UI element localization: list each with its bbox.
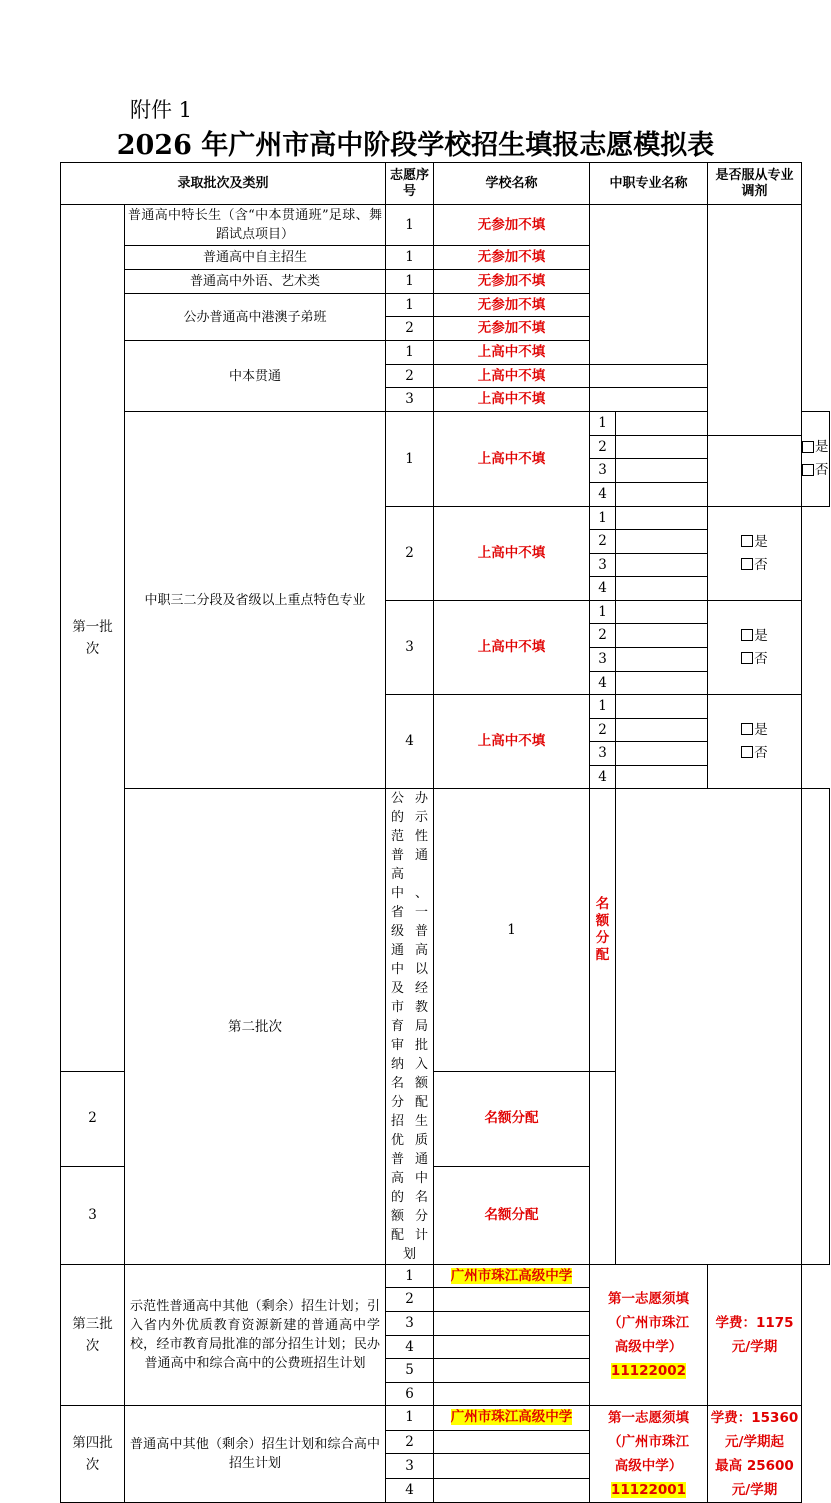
- major-input-cell[interactable]: [616, 577, 708, 601]
- seq-number: 1: [386, 294, 434, 317]
- seq-number: 3: [61, 1166, 125, 1265]
- major-input-cell[interactable]: [616, 648, 708, 672]
- adjust-no-option[interactable]: 否: [708, 554, 801, 577]
- school-name-cell[interactable]: [434, 1406, 590, 1431]
- seq-number: 1: [386, 246, 434, 270]
- seq-number: 1: [386, 412, 434, 507]
- checkbox-icon[interactable]: [741, 629, 753, 641]
- major-input-cell[interactable]: [616, 624, 708, 648]
- batch1-specialty-name: 普通高中特长生（含“中本贯通班”足球、舞蹈试点项目）: [125, 205, 386, 246]
- header-major: 中职专业名称: [590, 163, 708, 205]
- major-input-cell[interactable]: [616, 672, 708, 695]
- batch1-hkmacau-name: 公办普通高中港澳子弟班: [125, 294, 386, 341]
- checkbox-icon[interactable]: [741, 746, 753, 758]
- school-name-cell[interactable]: 上高中不填: [434, 341, 590, 365]
- seq-number: 1: [386, 341, 434, 365]
- major-index: 4: [590, 577, 616, 601]
- major-index: 3: [590, 459, 616, 483]
- header-seq: 志愿序号: [386, 163, 434, 205]
- checkbox-icon[interactable]: [741, 723, 753, 735]
- batch1-label: 第一批次: [61, 205, 125, 1072]
- batch1-foreign-art-name: 普通高中外语、艺术类: [125, 270, 386, 294]
- filled-school-highlight: 广州市珠江高级中学: [450, 1409, 573, 1426]
- school-name-cell[interactable]: 名额分配: [590, 789, 616, 1072]
- major-index: 3: [590, 554, 616, 577]
- major-index: 3: [590, 742, 616, 766]
- major-input-cell[interactable]: [616, 742, 708, 766]
- major-input-cell[interactable]: [616, 459, 708, 483]
- school-name-cell[interactable]: 上高中不填: [434, 507, 590, 601]
- major-index: 4: [590, 672, 616, 695]
- batch1-independent-name: 普通高中自主招生: [125, 246, 386, 270]
- major-index: 4: [590, 483, 616, 507]
- school-name-cell[interactable]: 无参加不填: [434, 205, 590, 246]
- major-index: 2: [590, 624, 616, 648]
- batch4-fee: 学费：15360 元/学期起 最高 25600 元/学期: [708, 1406, 802, 1503]
- adjust-yes-option[interactable]: 是: [802, 436, 829, 459]
- seq-number: 1: [386, 205, 434, 246]
- major-index: 2: [590, 436, 616, 459]
- major-input-cell[interactable]: [590, 365, 708, 388]
- seq-number: 2: [386, 507, 434, 601]
- seq-number: 1: [386, 270, 434, 294]
- batch3-name: 示范性普通高中其他（剩余）招生计划；引入省内外优质教育资源新建的普通高中学校，经市教育局批准的部分招生计划；民办普通高中和综合高中的公费班招生计划: [125, 1265, 386, 1406]
- seq-number: 4: [386, 695, 434, 789]
- school-name-cell[interactable]: 无参加不填: [434, 294, 590, 317]
- seq-number: 2: [386, 1288, 434, 1312]
- school-input-cell[interactable]: [434, 1430, 590, 1454]
- header-category: 录取批次及类别: [61, 163, 386, 205]
- major-input-cell[interactable]: [616, 530, 708, 554]
- seq-number: 1: [386, 1265, 434, 1288]
- seq-number: 1: [386, 1406, 434, 1431]
- batch3-label: 第三批次: [61, 1265, 125, 1406]
- school-name-cell[interactable]: 上高中不填: [434, 412, 590, 507]
- major-index: 1: [590, 507, 616, 530]
- major-input-cell[interactable]: [616, 554, 708, 577]
- major-index: 3: [590, 648, 616, 672]
- major-input-cell[interactable]: [616, 766, 708, 789]
- school-input-cell[interactable]: [434, 1383, 590, 1406]
- seq-number: 3: [386, 601, 434, 695]
- major-blank: [616, 789, 802, 1265]
- seq-number: 3: [386, 1454, 434, 1479]
- batch3-note: 第一志愿须填 （广州市珠江 高级中学） 11122002: [590, 1265, 708, 1406]
- major-index: 1: [590, 695, 616, 719]
- school-name-cell[interactable]: 上高中不填: [434, 365, 590, 388]
- school-name-cell[interactable]: [434, 1265, 590, 1288]
- major-input-cell[interactable]: [616, 507, 708, 530]
- volunteer-form-table: [60, 162, 830, 1503]
- batch1-zhongben-name: 中本贯通: [125, 341, 386, 412]
- seq-number: 2: [386, 365, 434, 388]
- batch1-vocational-name: 中职三二分段及省级以上重点特色专业: [125, 412, 386, 789]
- school-name-cell[interactable]: 上高中不填: [434, 388, 590, 412]
- major-blank: [590, 205, 708, 365]
- major-input-cell[interactable]: [616, 719, 708, 742]
- school-name-cell[interactable]: 无参加不填: [434, 246, 590, 270]
- major-index: 2: [590, 719, 616, 742]
- adjust-blank: [708, 205, 802, 436]
- adjust-checkbox-group: [802, 412, 830, 507]
- school-input-cell[interactable]: [434, 1312, 590, 1336]
- major-input-cell[interactable]: [616, 483, 708, 507]
- seq-number: 2: [61, 1072, 125, 1166]
- adjust-no-option[interactable]: 否: [802, 459, 829, 482]
- seq-number: 2: [386, 317, 434, 341]
- school-code: 11122002: [610, 1363, 687, 1379]
- school-name-cell[interactable]: 上高中不填: [434, 695, 590, 789]
- header-school: 学校名称: [434, 163, 590, 205]
- seq-number: 4: [386, 1336, 434, 1359]
- seq-number: 6: [386, 1383, 434, 1406]
- school-input-cell[interactable]: [434, 1479, 590, 1503]
- batch4-label: 第四批次: [61, 1406, 125, 1503]
- school-name-cell[interactable]: 无参加不填: [434, 270, 590, 294]
- school-name-cell[interactable]: 名额分配: [434, 1166, 590, 1265]
- seq-number: 3: [386, 388, 434, 412]
- adjust-no-option[interactable]: 否: [708, 742, 801, 765]
- checkbox-icon[interactable]: [802, 441, 814, 453]
- major-index: 4: [590, 766, 616, 789]
- adjust-no-option[interactable]: 否: [708, 648, 801, 671]
- school-name-cell[interactable]: 名额分配: [434, 1072, 590, 1166]
- major-index: 1: [590, 412, 616, 436]
- seq-number: 1: [434, 789, 590, 1072]
- batch4-note: 第一志愿须填 （广州市珠江 高级中学） 11122001: [590, 1406, 708, 1503]
- seq-number: 3: [386, 1312, 434, 1336]
- adjust-checkbox-group: [708, 507, 802, 601]
- adjust-checkbox-group: [708, 601, 802, 695]
- school-input-cell[interactable]: [434, 1288, 590, 1312]
- batch4-name: 普通高中其他（剩余）招生计划和综合高中招生计划: [125, 1406, 386, 1503]
- batch2-label: 第二批次: [125, 789, 386, 1265]
- adjust-checkbox-group: [708, 695, 802, 789]
- batch3-fee: 学费：1175 元/学期: [708, 1265, 802, 1406]
- checkbox-icon[interactable]: [741, 652, 753, 664]
- adjust-yes-option[interactable]: 是: [708, 719, 801, 742]
- school-name-cell[interactable]: 无参加不填: [434, 317, 590, 341]
- filled-school-highlight: 广州市珠江高级中学: [450, 1267, 573, 1284]
- school-input-cell[interactable]: [434, 1336, 590, 1359]
- seq-number: 2: [386, 1430, 434, 1454]
- checkbox-icon[interactable]: [741, 535, 753, 547]
- major-index: 1: [590, 601, 616, 624]
- school-input-cell[interactable]: [434, 1454, 590, 1479]
- major-input-cell[interactable]: [616, 695, 708, 719]
- major-input-cell[interactable]: [616, 601, 708, 624]
- checkbox-icon[interactable]: [741, 558, 753, 570]
- major-input-cell[interactable]: [590, 388, 708, 412]
- school-input-cell[interactable]: [434, 1359, 590, 1383]
- attachment-label: 附件 1: [130, 98, 193, 122]
- header-adjust: 是否服从专业调剂: [708, 163, 802, 205]
- adjust-blank: [802, 789, 830, 1265]
- school-name-cell[interactable]: 上高中不填: [434, 601, 590, 695]
- checkbox-icon[interactable]: [802, 464, 814, 476]
- batch2-name: 公办的示范性普通高中、省一级普通高中以及经市教育局审批纳入名额分配招生优质普通高中的名额分配计划: [386, 789, 434, 1265]
- major-index: 2: [590, 530, 616, 554]
- school-code: 11122001: [610, 1482, 687, 1498]
- major-input-cell[interactable]: [616, 412, 708, 436]
- seq-number: 5: [386, 1359, 434, 1383]
- page-title: 2026 年广州市高中阶段学校招生填报志愿模拟表: [116, 130, 715, 161]
- adjust-yes-option[interactable]: 是: [708, 531, 801, 554]
- major-input-cell[interactable]: [616, 436, 708, 459]
- seq-number: 4: [386, 1479, 434, 1503]
- adjust-yes-option[interactable]: 是: [708, 625, 801, 648]
